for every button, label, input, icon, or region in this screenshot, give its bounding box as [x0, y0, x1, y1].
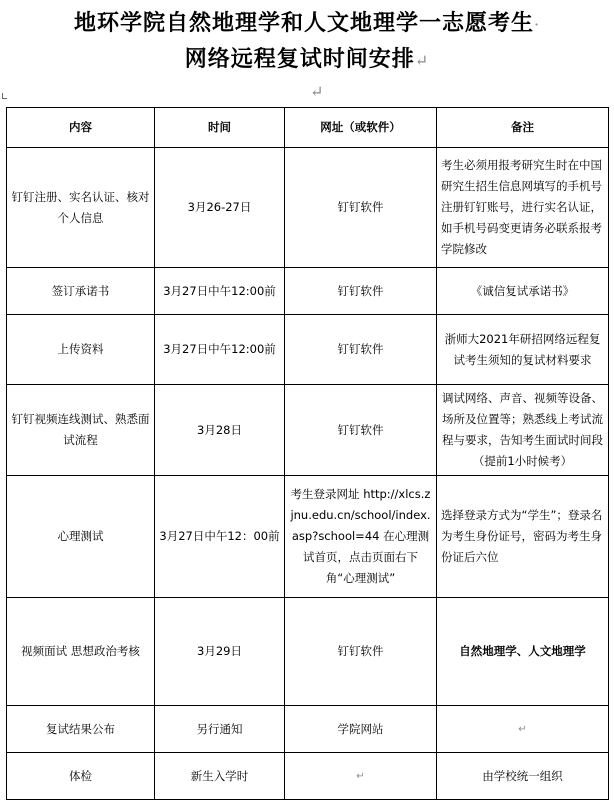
schedule-table: [6, 107, 609, 800]
row-content: 心理测试: [7, 476, 155, 598]
table-row: [7, 148, 609, 268]
row-note: 《诚信复试承诺书》: [437, 268, 609, 315]
row-site: 考生登录网址 http://xlcs.zjnu.edu.cn/school/index.asp?school=44 在心理测试首页，点击页面右下角“心理测试”: [285, 476, 437, 598]
table-row: [7, 385, 609, 476]
row-time: 另行通知: [155, 706, 285, 753]
table-row: [7, 598, 609, 706]
row-time: 3月27日中午12：00前: [155, 476, 285, 598]
row-note: 选择登录方式为“学生”；登录名为考生身份证号，密码为考生身份证后六位: [437, 476, 609, 598]
row-site: 学院网站: [285, 706, 437, 753]
row-content: 复试结果公布: [7, 706, 155, 753]
row-note: 考生必须用报考研究生时在中国研究生招生信息网填写的手机号注册钉钉账号，进行实名认证，如手机号码变更请务必联系报考学院修改: [437, 148, 609, 268]
table-move-handle[interactable]: [2, 93, 7, 99]
row-site: 钉钉软件: [285, 315, 437, 385]
paragraph-mark: ↵: [310, 82, 324, 101]
paragraph-mark: ↵: [356, 771, 365, 782]
header-site: 网址（或软件）: [285, 108, 437, 148]
paragraph-mark: ·: [533, 15, 541, 34]
row-note: 调试网络、声音、视频等设备、场所及位置等；熟悉线上考试流程与要求，告知考生面试时间段（提前1小时候考）: [437, 385, 609, 476]
row-site: 钉钉软件: [285, 598, 437, 706]
table-row: [7, 268, 609, 315]
paragraph-mark: ↵: [518, 724, 527, 735]
row-time: 3月27日中午12:00前: [155, 268, 285, 315]
row-content: 上传资料: [7, 315, 155, 385]
row-site: 钉钉软件: [285, 268, 437, 315]
row-site: [285, 753, 437, 800]
document-title-line2: 网络远程复试时间安排↵: [184, 46, 430, 72]
table-row: [7, 476, 609, 598]
row-time: 3月28日: [155, 385, 285, 476]
row-content: 钉钉注册、实名认证、核对个人信息: [7, 148, 155, 268]
row-note: 浙师大2021年研招网络远程复试考生须知的复试材料要求: [437, 315, 609, 385]
row-time: 3月27日中午12:00前: [155, 315, 285, 385]
row-time: 3月26-27日: [155, 148, 285, 268]
table-header-row: [7, 108, 609, 148]
paragraph-mark: ↵: [414, 51, 430, 70]
table-row: [7, 315, 609, 385]
header-content: 内容: [7, 108, 155, 148]
row-content: 视频面试 思想政治考核: [7, 598, 155, 706]
row-note: 自然地理学、人文地理学: [437, 598, 609, 706]
table-row: [7, 706, 609, 753]
table-row: [7, 753, 609, 800]
row-content: 签订承诺书: [7, 268, 155, 315]
row-site: 钉钉软件: [285, 385, 437, 476]
document-title-line1: 地环学院自然地理学和人文地理学一志愿考生·: [73, 10, 541, 36]
row-content: 体检: [7, 753, 155, 800]
row-time: 3月29日: [155, 598, 285, 706]
row-note: [437, 706, 609, 753]
header-time: 时间: [155, 108, 285, 148]
header-note: 备注: [437, 108, 609, 148]
row-note: 由学校统一组织: [437, 753, 609, 800]
row-content: 钉钉视频连线测试、熟悉面试流程: [7, 385, 155, 476]
row-site: 钉钉软件: [285, 148, 437, 268]
row-time: 新生入学时: [155, 753, 285, 800]
